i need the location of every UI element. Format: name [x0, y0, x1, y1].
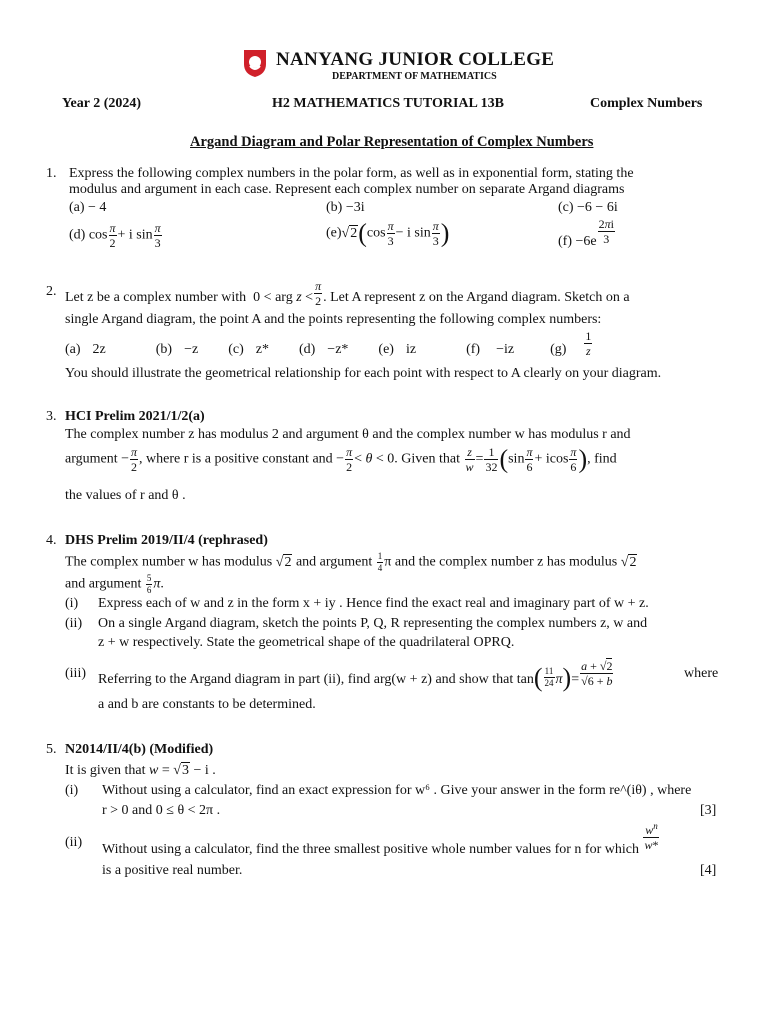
q1-part-e: (e)√2(cos $\frac{\pi}{3}$ − i sin $\frac{\pi}{3}$ )	[326, 218, 450, 248]
q3-number: 3.	[46, 409, 57, 424]
q1-part-f: (f) −6e $^{\frac{2\pi i}{3}}$	[558, 217, 614, 250]
q2-opt-c-val: z*	[255, 341, 269, 357]
q1-part-b: (b) −3i	[326, 200, 365, 215]
q2-opt-e-val: iz	[405, 341, 417, 357]
year-label: Year 2 (2024)	[62, 96, 142, 111]
q1-part-a: (a) − 4	[69, 200, 107, 215]
q5-number: 5.	[46, 742, 57, 757]
q5-part-i-text2: r > 0 and 0 ≤ θ < 2π .	[102, 803, 221, 818]
q5-part-i-label: (i)	[65, 783, 79, 798]
department-name: DEPARTMENT OF MATHEMATICS	[332, 71, 497, 82]
q1-part-d: (d) cos $\frac{\pi}{2}$ + i sin $\frac{\pi}{3}$	[69, 221, 161, 250]
q4-part-iii-text2: a and b are constants to be determined.	[98, 697, 316, 712]
q4-iii-intro: Referring to the Argand diagram in part (ii), find arg(w + z) and show that	[98, 671, 514, 687]
q2-text-line2: single Argand diagram, the point A and the points representing the following complex numbers:	[65, 312, 602, 327]
q2-opt-b: (b)	[155, 341, 173, 357]
q4-part-ii-text2: z + w respectively. State the geometrical shape of the quadrilateral OPRQ.	[98, 635, 515, 650]
topic-label: Complex Numbers	[590, 96, 703, 111]
q4-text2a: and argument	[65, 576, 142, 592]
q4-part-ii-label: (ii)	[65, 616, 83, 631]
q2-opt-a-val: 2z	[92, 341, 106, 357]
q2-opt-f: (f)	[466, 341, 481, 357]
q1-number: 1.	[46, 166, 57, 181]
section-title: Argand Diagram and Polar Representation of Complex Numbers	[190, 134, 594, 150]
q5-given: It is given that w = √3 − i .	[65, 763, 216, 778]
q3-where: , where r is a positive constant and	[139, 451, 333, 467]
q2-opt-g: (g)	[550, 341, 567, 357]
q4-text-line1: The complex number w has modulus √2 and argument $\frac{1}{4}$ π and the complex number z has modulus √2	[65, 551, 637, 573]
q4-number: 4.	[46, 533, 57, 548]
q2-opt-d: (d)	[298, 341, 316, 357]
q4-part-iii-where: where	[684, 666, 719, 681]
q1-part-c: (c) −6 − 6i	[558, 200, 618, 215]
q3-find: , find	[587, 451, 617, 467]
q3-text-line1: The complex number z has modulus 2 and argument θ and the complex number w has modulus r and	[65, 427, 631, 442]
q3-title: HCI Prelim 2021/1/2(a)	[65, 409, 205, 424]
college-name: NANYANG JUNIOR COLLEGE	[276, 49, 555, 70]
q5-part-ii-label: (ii)	[65, 835, 83, 850]
q3-text-line2: argument − $\frac{\pi}{2}$ , where r is a positive constant and − $\frac{\pi}{2}$ < θ < 0. Given that $\frac{z}{w}$ = $\frac{1}{32}$ (sin $\frac{\pi}{6}$ + icos $\frac{\pi}{6}$ ), find	[65, 444, 617, 474]
q4-part-ii-text1: On a single Argand diagram, sketch the points P, Q, R representing the complex numbers z, w and	[98, 616, 648, 631]
q2-intro-cont: . Let A represent z on the Argand diagram. Sketch on a	[323, 289, 630, 305]
q4-text1b: and argument	[295, 554, 373, 570]
q4-part-i-label: (i)	[65, 596, 79, 611]
q2-options: (a) 2z (b) −z (c) z* (d) −z* (e) iz (f) −iz (g) $\frac{1}{z}$	[65, 329, 592, 358]
q2-opt-b-val: −z	[184, 341, 199, 357]
q1-e-label: (e)	[326, 225, 342, 241]
q3-argument-word: argument	[65, 451, 118, 467]
q2-text-line3: You should illustrate the geometrical relationship for each point with respect to A clearly on your diagram.	[65, 366, 662, 381]
q2-opt-a: (a)	[65, 341, 81, 357]
q4-title: DHS Prelim 2019/II/4 (rephrased)	[65, 533, 268, 548]
q5-ii-intro: Without using a calculator, find the three smallest positive whole number values for n for which	[102, 841, 639, 857]
q3-text-line3: the values of r and θ .	[65, 488, 186, 503]
q1-text-line1: Express the following complex numbers in the polar form, as well as in exponential form, stating the	[69, 166, 634, 181]
q1-f-label: (f)	[558, 234, 572, 250]
q2-text-line1: Let z be a complex number with 0 < arg z < $\frac{\pi}{2}$ . Let A represent z on the Argand diagram. Sketch on a	[65, 279, 630, 308]
college-logo	[242, 48, 268, 78]
tutorial-label: H2 MATHEMATICS TUTORIAL 13B	[272, 96, 504, 111]
q5-part-ii-text1: Without using a calculator, find the three smallest positive whole number values for n for which $\frac{w^n}{w*}$	[102, 821, 659, 857]
q1-d-label: (d)	[69, 227, 86, 243]
q5-part-i-marks: [3]	[700, 803, 717, 818]
q4-part-i-text: Express each of w and z in the form x + iy . Hence find the exact real and imaginary part of w + z.	[98, 596, 649, 611]
q2-intro: Let z be a complex number with	[65, 289, 247, 305]
q2-opt-c: (c)	[228, 341, 244, 357]
q4-part-iii-text1: Referring to the Argand diagram in part (ii), find arg(w + z) and show that tan( $\frac{11}{24}$ π)= $\frac{a + √2}{√6 + b}$	[98, 659, 613, 692]
q2-opt-e: (e)	[378, 341, 394, 357]
q4-text1a: The complex number w has modulus	[65, 554, 273, 570]
q5-title: N2014/II/4(b) (Modified)	[65, 742, 214, 757]
q5-part-ii-text2: is a positive real number.	[102, 863, 243, 878]
q2-opt-f-val: −iz	[496, 341, 515, 357]
q5-part-i-text1: Without using a calculator, find an exact expression for w⁶ . Give your answer in the form re^(iθ) , where	[102, 783, 692, 798]
q3-given: . Given that	[394, 451, 461, 467]
q4-text1c: π and the complex number z has modulus	[384, 554, 618, 570]
q4-text-line2: and argument $\frac{5}{6}$ π.	[65, 573, 164, 595]
q1-text-line2: modulus and argument in each case. Represent each complex number on separate Argand diagrams	[69, 182, 625, 197]
q2-opt-d-val: −z*	[327, 341, 349, 357]
q2-number: 2.	[46, 284, 57, 299]
q5-part-ii-marks: [4]	[700, 863, 717, 878]
q5-given-text: It is given that	[65, 763, 146, 778]
q4-part-iii-label: (iii)	[65, 666, 86, 681]
